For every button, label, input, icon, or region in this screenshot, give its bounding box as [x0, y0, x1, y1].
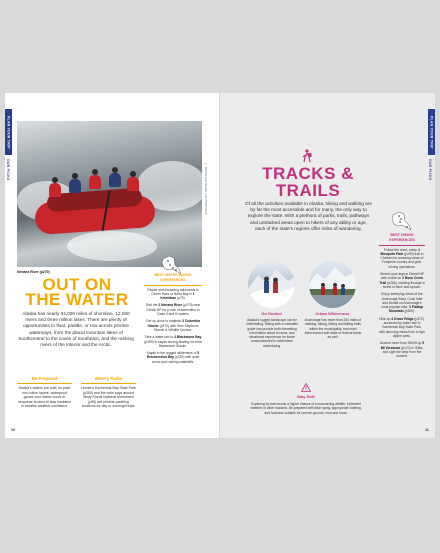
rafting-photo — [17, 121, 202, 267]
alaska-map-icon-right — [390, 209, 412, 233]
watery-parks-text: Homer's Kachemak Bay State Park (p350) and the calm bays around Misty Fjords National Monument (p95) are pristine paddling locations for day or overnight trips. — [81, 386, 136, 409]
stay-safe-text: Exploring by trail means a higher chance of encountering wildlife, inclement weather or other hazards. Be prepared with bear spray, appropriate clothing, and footwear suitable for uneven ground, mud and snow. — [250, 402, 362, 415]
go-guided-text: Alaska's rugged landscape can be intimidating. Hiking with a naturalist guide can provide both interesting information about an area, and situational experience for those unaccustomed to wilderness adventuring. — [246, 318, 298, 348]
list-item: Take a water taxi to 4 Blackstone Bay (p359) to kayak among floating ice near Blackstone Glacier. — [144, 335, 202, 348]
page-title-right — [243, 165, 373, 199]
plan-your-trip-tab-right: PLAN YOUR TRIP — [428, 109, 435, 155]
plan-your-trip-tab: PLAN YOUR TRIP — [5, 109, 12, 155]
be-prepared-text: Alaska's waters are cold, so pack non-cotton layers, waterproof gloves and rubber boots or neoprene booties to stay insulated in variable weather conditions. — [17, 386, 72, 409]
list-item: Ascend more than 2500ft up 5 Mt Verstovia (p123) in Sitka, and ogle the view from the summit. — [379, 341, 425, 359]
title-line-2: TRAILS — [275, 181, 341, 200]
list-item: Get up close to majestic 3 Columbia Glacier (p370) with Stan Stephens Glacier & Wildlife Cruises. — [146, 319, 200, 332]
stay-safe-heading: Stay Safe — [296, 394, 315, 399]
our-picks-label-right: OUR PICKS — [428, 159, 432, 181]
be-prepared-section — [17, 376, 72, 409]
watery-parks-section — [81, 376, 136, 409]
list-item: Kayak in the rugged wilderness of 5 Resurrection Bay (p323) with quiet coves and rushing waterfalls. — [146, 351, 200, 364]
page-number-left: 10 — [11, 428, 15, 432]
title-line-1: TRACKS & — [262, 164, 354, 183]
list-item: Paddle amid towering rainforests in Clover Pass or Naha Bay in 1 Ketchikan (p75). — [147, 287, 199, 301]
urban-wilderness-heading: Urban Wilderness — [315, 311, 350, 316]
list-item: Hike up 4 Grace Ridge (p372), accessed by water taxi in Kachemak Bay State Park, with stunning views from a high alpine peak. — [379, 316, 425, 338]
book-spread — [5, 93, 435, 438]
water-experiences-sidebar — [144, 273, 202, 367]
sidebar-title: BEST WATER-BASED EXPERIENCES — [154, 273, 192, 282]
be-prepared-heading: Be Prepared — [31, 376, 58, 381]
photo-caption: Nenana River (p275) — [17, 270, 50, 274]
page-title — [17, 277, 137, 307]
title-line-1: OUT ON — [42, 275, 112, 294]
our-picks-label: OUR PICKS — [6, 159, 10, 181]
lead-paragraph: Alaska has nearly 34,000 miles of shoreline, 12,000 rivers and three million lakes. There are plenty of opportunities to float, paddle, or row across pristine waterways, from the placid mountain lakes of Southcentral to the coves of Southeast, and the rushing rivers of the Interior and the Arctic. — [18, 311, 134, 348]
urban-wilderness-photo — [309, 261, 356, 308]
warning-icon — [301, 383, 311, 392]
hiking-experiences-sidebar — [379, 233, 425, 361]
lead-paragraph-right: Of all the activities available in Alaska, hiking and walking are by far the most accessible and for many, the only way to explore the state. With a plethora of parks, trails, pathways and untracked areas open to hikers of any ability or age, each of the state's regions offer miles of wandering. — [245, 201, 372, 231]
watery-parks-heading: Watery Parks — [94, 376, 123, 381]
list-item: Stretch your legs in Denali NP with a hike on 2 Rock Creek Trail (p268), winding through a forest of birch and spruce. — [379, 272, 425, 289]
list-item: Enjoy sweeping views of the Anchorage Bowl, Cook Inlet and Denali on Anchorage's most popular hike, 3 Flattop Mountain (p305). — [381, 292, 423, 314]
hiker-icon — [300, 149, 314, 163]
list-item: Follow the short, steep 1 Mosquito Park (p290) trail in Chicken for amazing views of Fortymile country and gold-mining operations. — [380, 247, 424, 269]
page-number-right: 11 — [425, 428, 429, 432]
sidebar-title-right: BEST HIKING EXPERIENCES — [389, 233, 415, 242]
urban-wilderness-text: Anchorage has more than 200 miles of walking, biking, hiking and biking trails within the municipality, and most interconnect with state or federal lands as well. — [304, 318, 362, 340]
list-item: Raft the 2 Nenana River (p275) near Denali NP for a rush of adrenaline in Class II and III waters. — [145, 303, 201, 317]
go-guided-heading: Go Guided — [261, 311, 282, 316]
photo-credit: © PROPELLER IMAGES / SHUTTERSTOCK — [204, 163, 207, 215]
title-line-2: THE WATER — [25, 290, 129, 309]
left-page — [5, 93, 220, 438]
go-guided-photo — [248, 261, 295, 308]
